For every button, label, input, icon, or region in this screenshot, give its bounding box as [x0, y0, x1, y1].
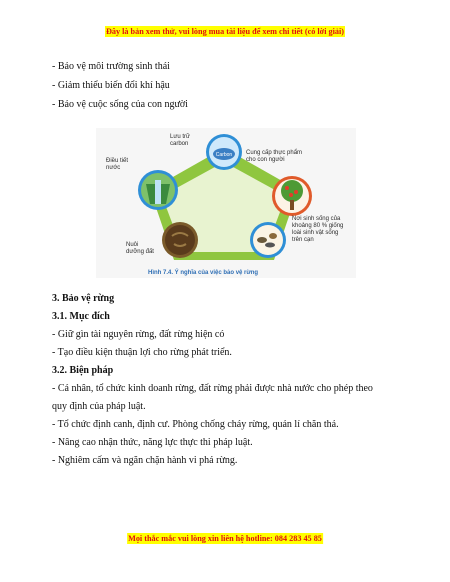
- measure-item-continued: quy định của pháp luật.: [52, 401, 146, 412]
- carbon-cloud-icon: [206, 134, 242, 170]
- label-habitat-1: Nơi sinh sống của: [292, 216, 341, 222]
- label-habitat-4: trên cạn: [292, 237, 314, 243]
- preview-banner: Đây là bản xem thử, vui lòng mua tài liệu để xem chi tiết (có lời giải): [105, 27, 345, 36]
- hotline-banner: Mọi thắc mắc vui lòng xin liên hệ hotline: 084 283 45 85: [128, 534, 322, 543]
- measure-item: - Cá nhân, tổ chức kinh doanh rừng, đất rừng phải được nhà nước cho phép theo: [52, 383, 373, 394]
- label-water-regulation-1: Điều tiết: [106, 158, 129, 164]
- waterfall-icon: [138, 170, 178, 210]
- intro-item: - Bảo vệ cuộc sống của con người: [52, 99, 188, 110]
- label-water-regulation-2: nước: [106, 165, 121, 171]
- label-soil-1: Nuôi: [126, 242, 139, 248]
- wildlife-icon: [250, 222, 286, 258]
- label-food-supply-2: cho con người: [246, 157, 285, 163]
- label-habitat-3: loài sinh vật sống: [292, 230, 339, 236]
- section-heading: 3. Bảo vệ rừng: [52, 293, 115, 304]
- forest-protection-figure: [96, 128, 356, 278]
- measure-item: - Nâng cao nhận thức, năng lực thực thi pháp luật.: [52, 437, 253, 448]
- purpose-item: - Giữ gìn tài nguyên rừng, đất rừng hiện có: [52, 329, 225, 340]
- label-habitat-2: khoảng 80 % giống: [292, 223, 344, 229]
- soil-icon: [162, 222, 198, 258]
- label-food-supply-1: Cung cấp thực phẩm: [246, 150, 303, 156]
- fruit-tree-icon: [272, 176, 312, 216]
- cloud-text: Carbon: [215, 152, 233, 158]
- subsection-heading-measures: 3.2. Biện pháp: [52, 365, 114, 376]
- label-carbon-storage-2: carbon: [170, 141, 189, 147]
- intro-item: - Giảm thiểu biến đổi khí hậu: [52, 80, 170, 91]
- intro-item: - Bảo vệ môi trường sinh thái: [52, 61, 170, 72]
- measure-item: - Nghiêm cấm và ngăn chặn hành vi phá rừng.: [52, 455, 238, 466]
- label-soil-2: dưỡng đất: [126, 249, 154, 255]
- label-carbon-storage-1: Lưu trữ: [170, 134, 191, 140]
- purpose-item: - Tạo điều kiện thuận lợi cho rừng phát triển.: [52, 347, 232, 358]
- figure-caption: Hình 7.4. Ý nghĩa của việc bảo vệ rừng: [148, 270, 259, 276]
- measure-item: - Tổ chức định canh, định cư. Phòng chống cháy rừng, quản lí chăn thả.: [52, 419, 339, 430]
- subsection-heading-purpose: 3.1. Mục đích: [52, 311, 110, 322]
